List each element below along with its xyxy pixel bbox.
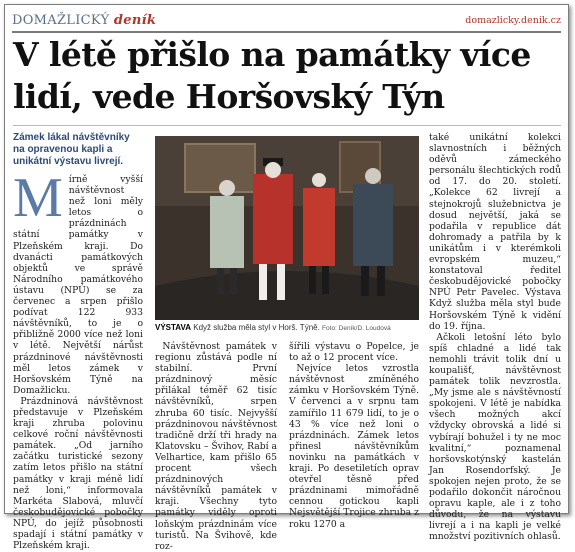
newspaper-brand <box>12 13 156 28</box>
paragraph-text: írně vyšší návštěvnost než loni měly letos o prázdninách státní památky v Plzeňském kraji. Do dvanácti památkových objektů ve správě Národního památkového ústavu (NPÚ) se za červenec a srpen přišlo podívat 122 933 návštěvníků, to je o přibližně 2000 více než loni v létě. Největší nárůst prázdninové návštěvnosti měl letos zámek v Horšovském Týně na Domažlicku. <box>13 174 143 396</box>
paragraph <box>13 167 143 396</box>
headline-divider <box>13 125 561 126</box>
paragraph: šířili výstavu o Popelce, je to až o 12 procent více. <box>289 341 419 364</box>
headline <box>13 34 565 118</box>
caption-tag: VÝSTAVA <box>155 323 192 332</box>
paragraph: Návštěvnost památek v regionu zůstává podle ní stabilní. První prázdninový měsíc přilákal téměř 62 tisíc návštěvníků, srpen zhruba 60 tisíc. Nejvyšší prázdninovou návštěvnost tradičně drží tři hrady na Klatovsku – Švihov, Rabí a Velhartice, kam přišlo 65 procent všech prázdninových návštěvníků památek v kraji. Všechny tyto památky viděly oproti loňským prázdninám více turistů. Na Švihově, kde roz- <box>155 341 277 552</box>
paragraph: také unikátní kolekci slavnostních i běžných oděvů zámeckého personálu šlechtických rodů od 17. do 20. století. „Kolekce 62 livrejí a stejnokrojů služebnictva je dosud největší, jaká se podařila v republice dát dohromady a patřila by k unikátům i v kterémkoli evropském muzeu,“ konstatoval ředitel českobudějovické pobočky NPÚ Petr Pavelec. Výstava Když služba měla styl bude Horšovském Týně k vidění do 19. října. <box>429 132 561 332</box>
site-url: domazlicky.denik.cz <box>465 15 561 26</box>
paragraph: Prázdninová návštěvnost představuje v Plzeňském kraji zhruba polovinu celkové roční návštěvnosti památek. „Od jarního začátku turistické sezony zatím letos přišlo na státní památky v kraji méně lidí než loni,“ informovala Markéta Slabová, mluvčí českobudějovické pobočky NPÚ, do jejíž působnosti spadají i státní památky v Plzeňském kraji. <box>13 395 143 552</box>
masthead <box>12 11 561 33</box>
livery-exhibition-photo <box>155 136 419 320</box>
article-column-4 <box>429 132 561 542</box>
article-photo <box>155 136 419 320</box>
caption-text: Když služba měla styl v Horš. Týně. <box>193 323 320 332</box>
paragraph: Ačkoli letošní léto bylo spíš chladné a lidé tak nemohli trávit tolik dní u koupališť, návštěvnost památek tolik nevzrostla. „My jsme ale s návštěvností spokojeni. V létě je nabídka všech možných akcí vždycky obrovská a lidé si vybírají bohužel i ty ne moc kvalitní,“ poznamenal horšovskotýnský kastelán Jan Rosendorfský. Je spokojen nejen proto, že se podařilo dokončit náročnou opravu kaple, ale i z toho důvodu, že na výstavu livrejí a i na kapli je velké množství pozitivních ohlasů. <box>429 331 561 543</box>
photo-caption <box>155 323 421 334</box>
article-column-2 <box>155 341 277 552</box>
photo-credit: Foto: Deník/D. Loudová <box>322 325 391 332</box>
article-column-1 <box>13 132 143 551</box>
newspaper-clipping <box>4 4 569 552</box>
article-column-3 <box>289 341 419 530</box>
paragraph: Nejvíce letos vzrostla návštěvnost zmíněného zámku v Horšovském Týně. V červenci a v srpnu tam zamířilo 11 679 lidí, to je o 43 % více než loni o prázdninách. Zámek letos přinesl návštěvníkům novinku na památkách v kraji. Po desetiletích oprav otevřel těsně před prázdninami mimořádně cennou gotickou kapli Nejsvětější Trojice zhruba z roku 1270 a <box>289 363 419 530</box>
brand-mark: deník <box>113 13 157 28</box>
headline-line-2: lidí, vede Horšovský Týn <box>13 77 445 116</box>
article-lead: Zámek lákal návštěvníky na opravenou kapli a unikátní výstavu livrejí. <box>13 132 130 167</box>
headline-line-1: V létě přišlo na památky více <box>13 35 531 74</box>
brand-name: DOMAŽLICKÝ <box>12 13 110 28</box>
drop-cap: M <box>13 167 63 229</box>
